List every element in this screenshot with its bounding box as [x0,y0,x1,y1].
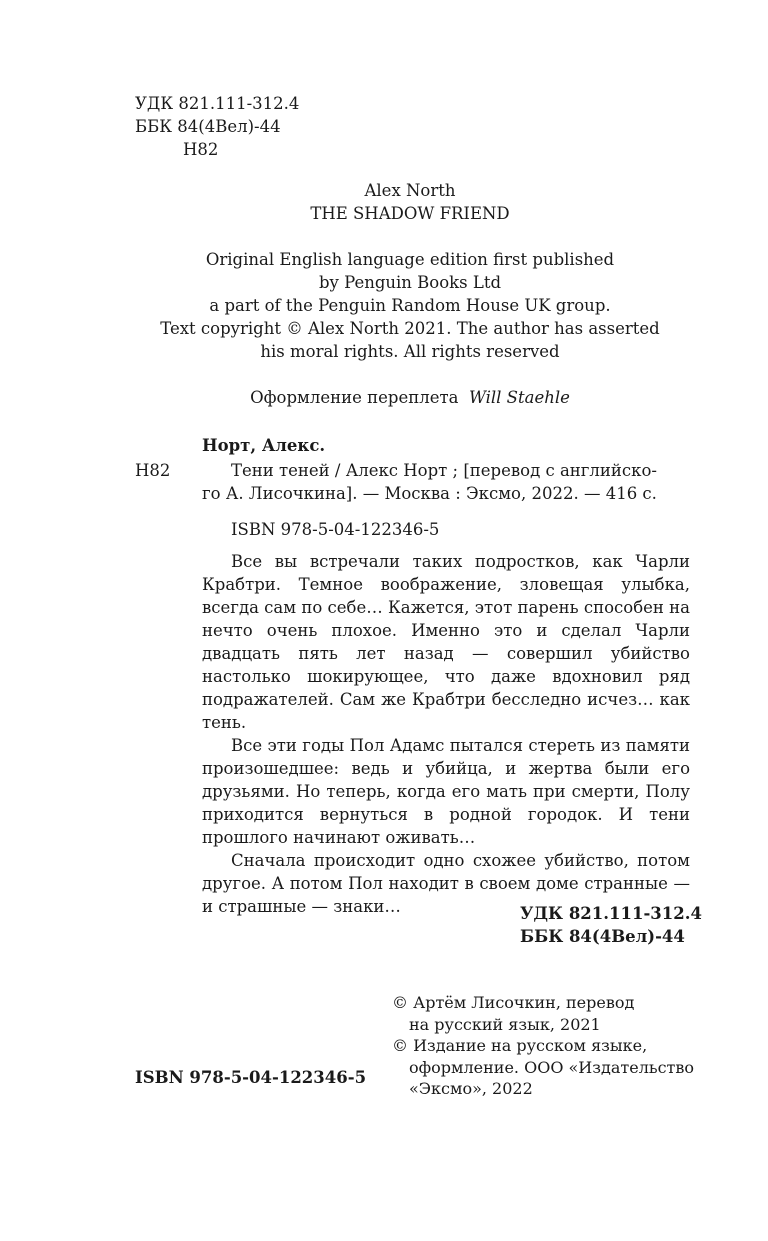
edition-line: by Penguin Books Ltd [318,273,502,292]
udk-code: УДК 821.111-312.4 [135,94,300,113]
catalog-code: Н82 [135,461,171,480]
edition-line: his moral rights. All rights reserved [260,342,560,361]
author-mark: Н82 [183,140,219,159]
cover-designer: Will Staehle [468,388,570,407]
annotation-paragraph: Все эти годы Пол Адамс пытался стереть из памяти произошедшее: ведь и убийца, и жертва были его друзьями. Но теперь, когда его мать при смерти, Полу приходится вернуться в родной городок. И тени прошлого начинают оживать… [202,736,690,847]
edition-line: Original English language edition first published [205,250,615,269]
cover-label: Оформление переплета [250,388,459,407]
catalog-author-heading: Норт, Алекс. [202,436,326,455]
bbk-code: ББК 84(4Вел)-44 [135,117,281,136]
udk-code-bottom: УДК 821.111-312.4 [520,904,702,923]
cover-credit [135,386,685,409]
edition-copyright-cont: оформление. ООО «Издательство [409,1057,695,1077]
classification-bottom [520,902,702,948]
catalog-isbn: ISBN 978-5-04-122346-5 [231,520,440,539]
translation-copyright: © Артём Лисочкин, перевод [392,993,635,1012]
edition-copyright: © Издание на русском языке, [392,1036,648,1055]
isbn-bottom: ISBN 978-5-04-122346-5 [135,1068,367,1087]
bbk-code-bottom: ББК 84(4Вел)-44 [520,927,685,946]
classification-top [135,92,299,161]
annotation-paragraph: Сначала происходит одно схожее убийство, потом другое. А потом Пол находит в своем доме странные — и страшные — знаки… [202,851,690,916]
edition-line: Text copyright © Alex North 2021. The author has asserted [160,319,660,338]
catalog-description [202,459,690,505]
edition-line: a part of the Penguin Random House UK group. [209,296,611,315]
annotation-paragraph: Все вы встречали таких подростков, как Чарли Крабтри. Темное воображение, зловещая улыбка, всегда сам по себе… Кажется, этот парень способен на нечто очень плохое. Именно это и сделал Чарли двадцать пять лет назад — совершил убийство настолько шокирующее, что даже вдохновил ряд подражателей. Сам же Крабтри бесследно исчез… как тень. [202,552,690,732]
catalog-description-line: Тени теней / Алекс Норт ; [перевод с английско- [231,461,657,480]
original-title: THE SHADOW FRIEND [310,204,510,223]
edition-copyright-cont: «Эксмо», 2022 [409,1079,533,1098]
copyright-notices [392,992,695,1100]
translation-copyright-cont: на русский язык, 2021 [409,1014,601,1034]
original-title-block [135,179,685,225]
edition-notice [135,248,685,363]
annotation [202,550,690,918]
catalog-description-line: го А. Лисочкина]. — Москва : Эксмо, 2022. — 416 с. [202,484,657,503]
original-author: Alex North [364,181,456,200]
